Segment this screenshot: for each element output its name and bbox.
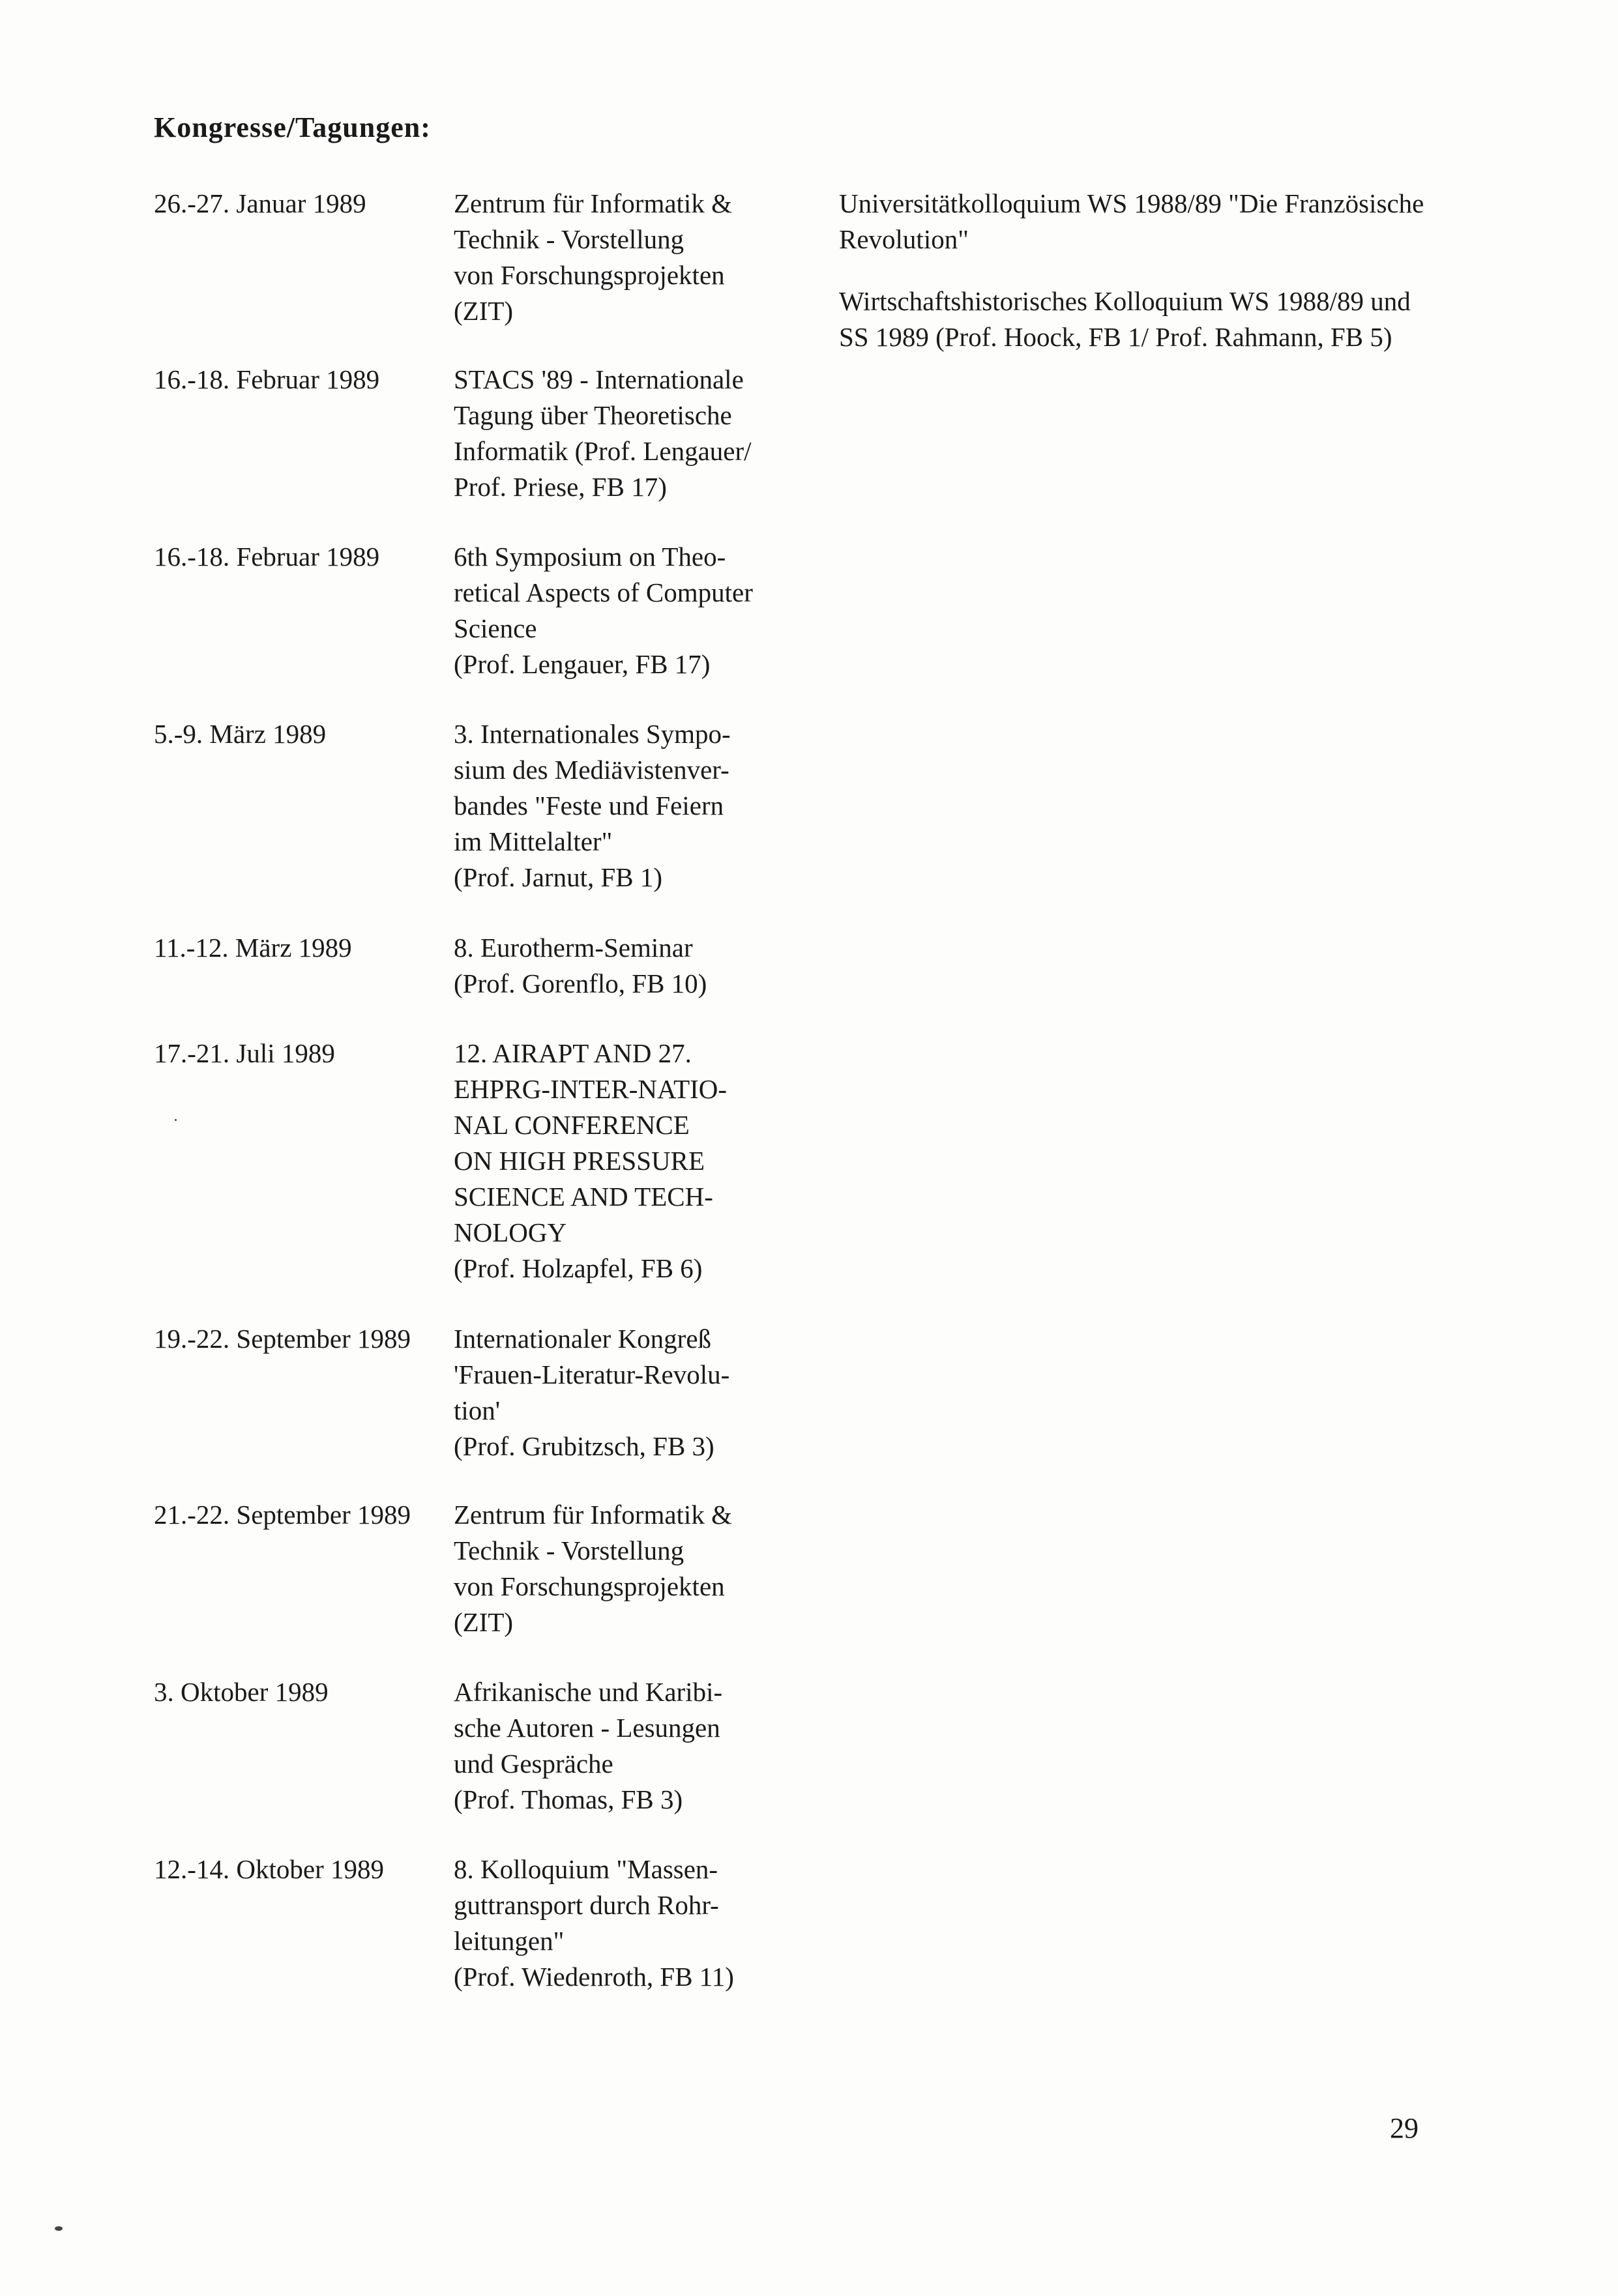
event-description: 12. AIRAPT AND 27. EHPRG-INTER-NATIO- NAL CONFERENCE ON HIGH PRESSURE SCIENCE AND TECH- NOLOGY (Prof. Holzapfel, FB 6): [454, 1038, 728, 1283]
event-date: 5.-9. März 1989: [154, 719, 327, 749]
page-heading: Kongresse/Tagungen:: [154, 111, 431, 143]
event-entry: [154, 1674, 806, 1852]
event-description: Internationaler Kongreß 'Frauen-Literatur-Revolu- tion' (Prof. Grubitzsch, FB 3): [454, 1324, 730, 1461]
event-entry: [154, 1852, 806, 2008]
colloquium-entry: Universitätkolloquium WS 1988/89 "Die Französische Revolution": [839, 188, 1424, 254]
event-description: 3. Internationales Sympo- sium des Mediävistenver- bandes "Feste und Feiern im Mittelalter" (Prof. Jarnut, FB 1): [454, 719, 731, 892]
event-entry: [154, 1321, 806, 1497]
event-entry: [154, 1497, 806, 1674]
colloquium-entry: Wirtschaftshistorisches Kolloquium WS 1988/89 und SS 1989 (Prof. Hoock, FB 1/ Prof. Rahmann, FB 5): [839, 286, 1411, 352]
event-description: 6th Symposium on Theo- retical Aspects of Computer Science (Prof. Lengauer, FB 17): [454, 542, 753, 679]
event-date: 11.-12. März 1989: [154, 933, 352, 963]
event-date: 17.-21. Juli 1989: [154, 1038, 335, 1068]
event-entry: [154, 362, 806, 539]
event-description: 8. Kolloquium "Massen- guttransport durch Rohr- leitungen" (Prof. Wiedenroth, FB 11): [454, 1854, 734, 1992]
event-list: [154, 186, 806, 2008]
event-description: Zentrum für Informatik & Technik - Vorstellung von Forschungsprojekten (ZIT): [454, 188, 732, 326]
event-date: 19.-22. September 1989: [154, 1324, 411, 1354]
event-entry: [154, 1036, 806, 1321]
scan-speck: [55, 2226, 63, 2231]
event-date: 12.-14. Oktober 1989: [154, 1854, 385, 1884]
event-date: 26.-27. Januar 1989: [154, 188, 366, 218]
page-number: 29: [1390, 2112, 1419, 2144]
event-description: Afrikanische und Karibi- sche Autoren - Lesungen und Gespräche (Prof. Thomas, FB 3): [454, 1677, 723, 1814]
right-column: [839, 186, 1478, 381]
event-date: 16.-18. Februar 1989: [154, 364, 380, 394]
event-date: 3. Oktober 1989: [154, 1677, 329, 1707]
scan-speck: [175, 1119, 177, 1121]
event-description: 8. Eurotherm-Seminar (Prof. Gorenflo, FB 10): [454, 933, 707, 998]
event-description: Zentrum für Informatik & Technik - Vorstellung von Forschungsprojekten (ZIT): [454, 1500, 732, 1637]
event-date: 21.-22. September 1989: [154, 1500, 411, 1530]
event-date: 16.-18. Februar 1989: [154, 542, 380, 572]
event-entry: [154, 716, 806, 930]
event-entry: [154, 930, 806, 1036]
event-entry: [154, 539, 806, 716]
event-entry: [154, 186, 806, 362]
event-description: STACS '89 - Internationale Tagung über Theoretische Informatik (Prof. Lengauer/ Prof. Priese, FB 17): [454, 364, 752, 502]
